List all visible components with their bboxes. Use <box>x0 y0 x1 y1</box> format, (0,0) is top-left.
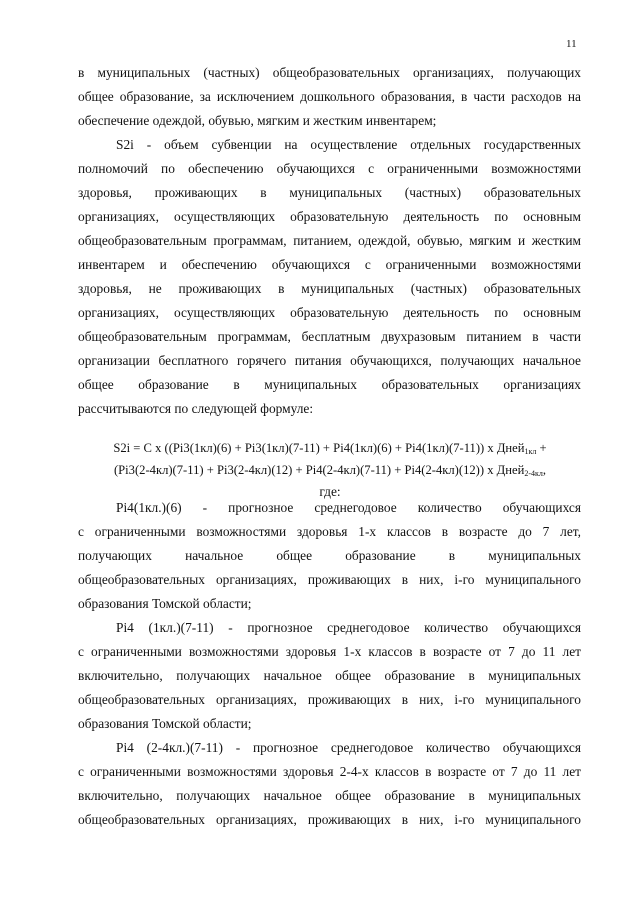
text-line: образования Томской области; <box>78 716 252 731</box>
text-line: с ограниченными возможностями здоровья 1-х классов в возрасте до 7 лет, <box>78 524 581 539</box>
formula-line-1: S2i = C x ((Pi3(1кл)(6) + Pi3(1кл)(7-11) + Pi4(1кл)(6) + Pi4(1кл)(7-11)) x Дней$_{1кл}$ + <box>113 441 547 456</box>
text-line: включительно, получающих начальное общее образование в муниципальных <box>78 788 581 803</box>
text-line: организациях, осуществляющих образовательную деятельность по основным <box>78 305 581 320</box>
text-line: общеобразовательных организациях, проживающих в них, i-го муниципального <box>78 572 581 587</box>
text-line: организациях, осуществляющих образовательную деятельность по основным <box>78 209 581 224</box>
text-line: общеобразовательным программам, бесплатным двухразовым питанием в части <box>78 329 581 344</box>
text-line: с ограниченными возможностями здоровья 1-х классов в возрасте от 7 до 11 лет <box>78 644 581 659</box>
text-line: здоровья, не проживающих в муниципальных (частных) образовательных <box>78 281 581 296</box>
formula-line-2: (Pi3(2-4кл)(7-11) + Pi3(2-4кл)(12) + Pi4(2-4кл)(7-11) + Pi4(2-4кл)(12)) x Дней$_{2-4кл}$, <box>113 463 547 478</box>
text-line: общеобразовательным программам, питанием, одеждой, обувью, мягким и жестким <box>78 233 581 248</box>
text-line: в муниципальных (частных) общеобразовательных организациях, получающих <box>78 65 581 80</box>
text-line: общее образование в муниципальных образовательных организациях <box>78 377 581 392</box>
text-line: Pi4(1кл.)(6) - прогнозное среднегодовое количество обучающихся <box>116 500 581 515</box>
text-line: организации бесплатного горячего питания обучающихся, получающих начальное <box>78 353 581 368</box>
text-line: рассчитываются по следующей формуле: <box>78 401 314 416</box>
text-line: включительно, получающих начальное общее образование в муниципальных <box>78 668 581 683</box>
text-line: обеспечение одеждой, обувью, мягким и жестким инвентарем; <box>78 113 437 128</box>
text-line: здоровья, проживающих в муниципальных (частных) образовательных <box>78 185 581 200</box>
text-line: полномочий по обеспечению обучающихся с ограниченными возможностями <box>78 161 581 176</box>
formula-where: где: <box>319 484 341 499</box>
text-line: Pi4 (2-4кл.)(7-11) - прогнозное среднегодовое количество обучающихся <box>116 740 581 755</box>
text-line: Pi4 (1кл.)(7-11) - прогнозное среднегодовое количество обучающихся <box>116 620 581 635</box>
text-line: с ограниченными возможностями здоровья 2-4-х классов в возрасте от 7 до 11 лет <box>78 764 581 779</box>
page-number: 11 <box>566 38 577 50</box>
text-line: получающих начальное общее образование в муниципальных <box>78 548 581 563</box>
text-line: инвентарем и обеспечению обучающихся с ограниченными возможностями <box>78 257 581 272</box>
text-line: образования Томской области; <box>78 596 252 611</box>
text-line: S2i - объем субвенции на осуществление отдельных государственных <box>116 137 581 152</box>
text-line: общеобразовательных организациях, проживающих в них, i-го муниципального <box>78 692 581 707</box>
text-line: общеобразовательных организациях, проживающих в них, i-го муниципального <box>78 812 581 827</box>
text-line: общее образование, за исключением дошкольного образования, в части расходов на <box>78 89 581 104</box>
